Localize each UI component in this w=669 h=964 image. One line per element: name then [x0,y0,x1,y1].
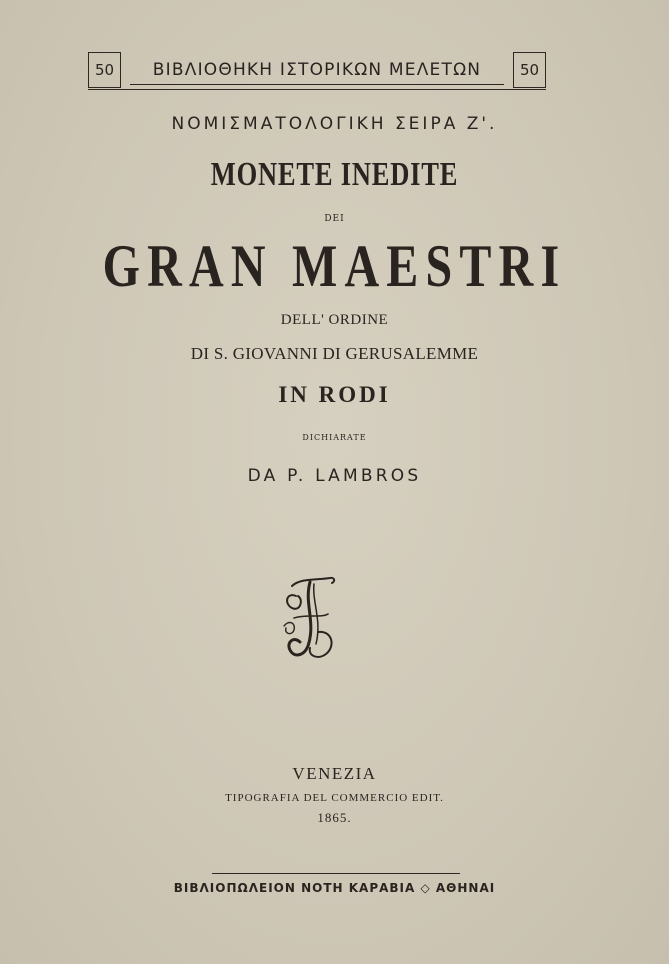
series-number-left: 50 [88,52,121,88]
title-line-6: IN RODI [278,382,391,407]
main-title: GRAN MAESTRI [102,233,567,299]
author: DA P. LAMBROS [247,466,422,486]
title-line-1: MONETE INEDITE [210,156,459,193]
series-underline [130,84,504,85]
series-rule [88,89,546,90]
subseries-title: ΝΟΜΙΣΜΑΤΟΛΟΓΙΚΗ ΣΕΙΡΑ Ζ'. [171,114,498,134]
title-line-2: DEI [324,214,345,224]
series-number-right: 50 [513,52,546,88]
printer-monogram-icon [278,574,340,662]
imprint-year: 1865. [317,810,352,825]
imprint-city: VENEZIA [292,764,377,783]
declared-label: DICHIARATE [302,433,367,442]
publisher-footer: ΒΙΒΛΙΟΠΩΛΕΙΟΝ ΝΟΤΗ ΚΑΡΑΒΙΑ ◇ ΑΘΗΝΑΙ [173,881,496,895]
title-line-4: DELL' ORDINE [280,312,389,328]
series-header [88,52,546,92]
imprint-press: TIPOGRAFIA DEL COMMERCIO EDIT. [225,792,444,804]
series-title: ΒΙΒΛΙΟΘΗΚΗ ΙΣΤΟΡΙΚΩΝ ΜΕΛΕΤΩΝ [152,60,482,80]
title-line-5: DI S. GIOVANNI DI GERUSALEMME [190,344,479,363]
footer-rule [212,873,460,874]
